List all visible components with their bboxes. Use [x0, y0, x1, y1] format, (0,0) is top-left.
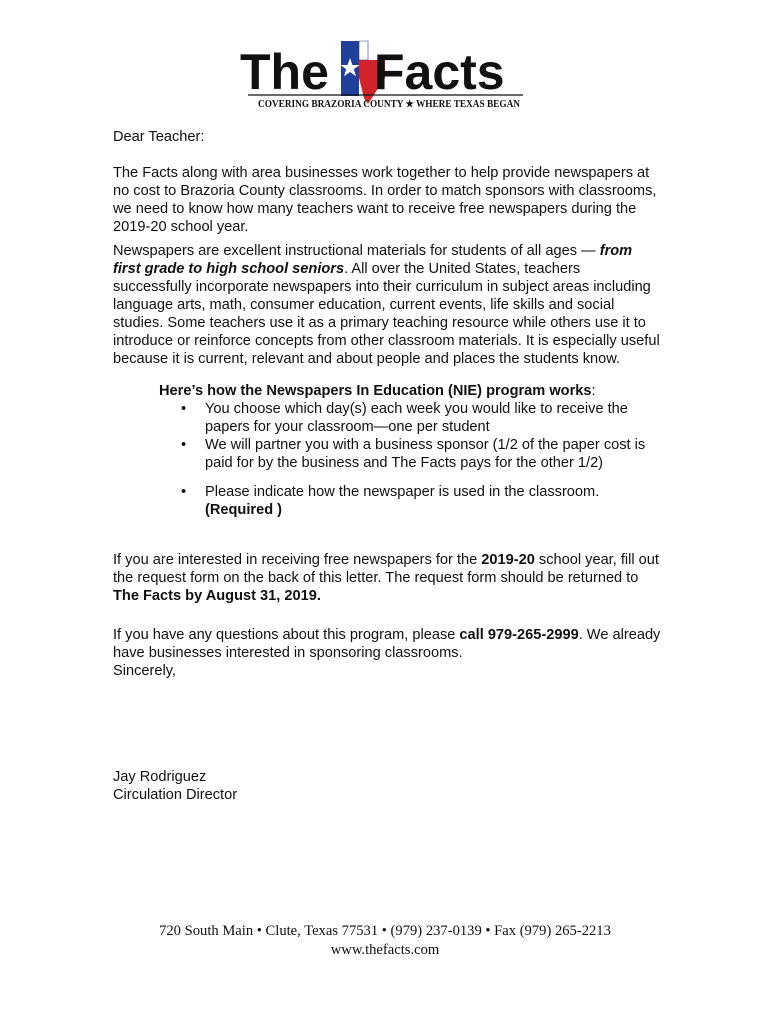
interest-text-middle: school year, fill out the request form on the back of this letter. The request form should be returned to [113, 552, 659, 586]
bullet-text: We will partner you with a business sponsor (1/2 of the paper cost is paid for by the business and The Facts pays for the other 1/2) [205, 437, 646, 471]
questions-paragraph [113, 626, 661, 662]
nie-program-section [113, 382, 661, 519]
logo-word-facts: Facts [374, 44, 505, 100]
required-note: (Required ) [205, 502, 283, 518]
newspapers-paragraph-start: Newspapers are excellent instructional materials for students of all ages — [113, 243, 600, 259]
bullet-text: Please indicate how the newspaper is used in the classroom. [205, 484, 600, 500]
intro-paragraph: The Facts along with area businesses work together to help provide newspapers at no cost to Brazoria County classrooms. In order to match sponsors with classrooms, we need to know how many teachers want to receive free newspapers during the 2019-20 school year. [113, 165, 657, 235]
interest-text-start: If you are interested in receiving free newspapers for the [113, 552, 482, 568]
nie-heading [159, 382, 661, 400]
list-item [179, 483, 661, 519]
footer-website[interactable]: www.thefacts.com [330, 942, 440, 958]
bullet-text: You choose which day(s) each week you would like to receive the papers for your classroom—one per student [205, 401, 628, 435]
newspapers-paragraph-rest: . All over the United States, teachers successfully incorporate newspapers into their curriculum in subject areas including language arts, math, consumer education, current events, life skills and social studies. Some teachers use it as a primary teaching resource while others use it to introduce or reinforce concepts from other classroom materials. It is especially useful because it is current, relevant and about people and places the students know. [113, 261, 660, 367]
questions-text-start: If you have any questions about this program, please [113, 627, 460, 643]
questions-text-rest: . We already have businesses interested in sponsoring classrooms. [113, 627, 661, 661]
the-facts-logo-graphic [238, 38, 533, 114]
logo-tagline: COVERING BRAZORIA COUNTY ★ WHERE TEXAS BEGAN [258, 99, 521, 110]
phone-call: call 979-265-2999 [459, 627, 579, 643]
signer-name: Jay Rodriguez [113, 769, 207, 785]
footer [0, 922, 770, 960]
grade-range-emphasis: from first grade to high school seniors [113, 243, 633, 277]
nie-heading-colon: : [591, 383, 596, 399]
signature-block [113, 768, 661, 804]
nie-bullet-list [159, 400, 661, 519]
return-deadline: The Facts by August 31, 2019. [113, 588, 321, 604]
bullet-icon: • [181, 401, 187, 417]
the-facts-logo [238, 38, 533, 114]
footer-address: 720 South Main • Clute, Texas 77531 • (979) 237-0139 • Fax (979) 265-2213 [159, 923, 611, 939]
list-item [179, 436, 661, 472]
bullet-icon: • [181, 437, 187, 453]
closing: Sincerely, [113, 663, 176, 679]
interest-paragraph [113, 551, 661, 605]
logo-word-the: The [240, 44, 329, 100]
school-year: 2019-20 [481, 552, 535, 568]
nie-heading-text: Here’s how the Newspapers In Education (NIE) program works [159, 383, 592, 399]
salutation: Dear Teacher: [113, 129, 205, 145]
newspapers-paragraph [113, 242, 661, 368]
letter-body [113, 128, 661, 804]
bullet-icon: • [181, 484, 187, 500]
signer-title: Circulation Director [113, 787, 238, 803]
list-item [179, 400, 661, 436]
